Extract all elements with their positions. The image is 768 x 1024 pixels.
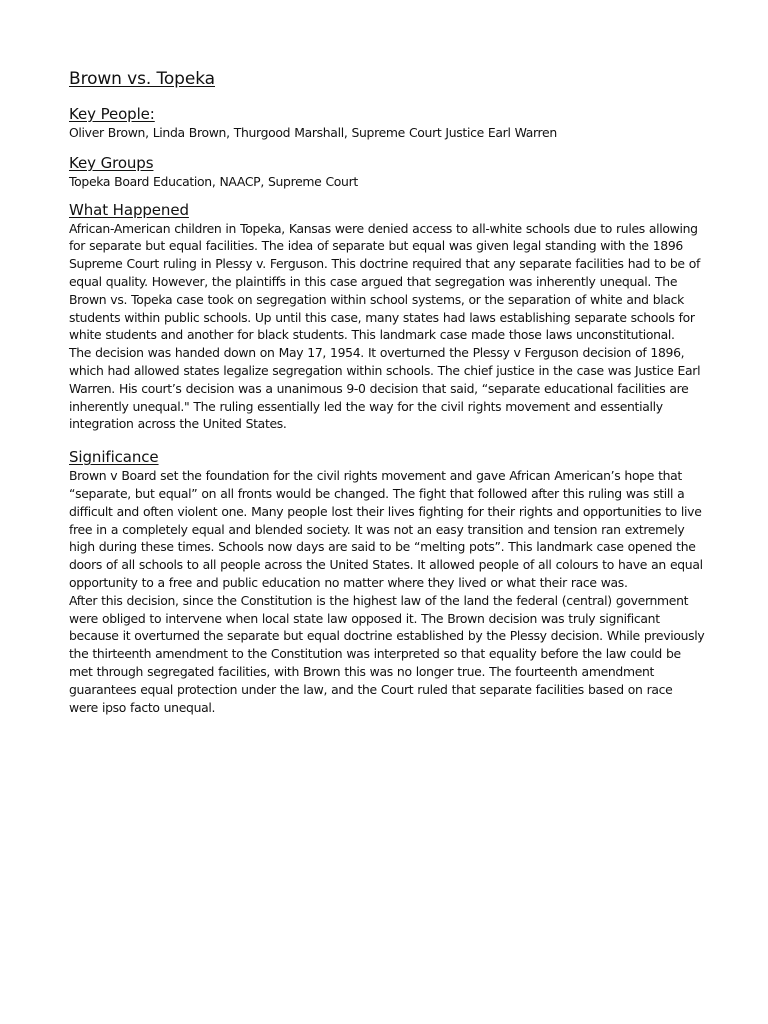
section-significance xyxy=(69,448,705,716)
section-body-key-groups xyxy=(69,173,705,191)
section-body-key-people xyxy=(69,124,705,142)
paragraph: Brown v Board set the foundation for the civil rights movement and gave African American’s hope that “separate, but equal” on all fronts would be changed. The fight that followed after this ruling was still a difficult and often violent one. Many people lost their lives fighting for their rights and opportunities to live free in a completely equal and blended society. It was not an easy transition and tension ran extremely high during these times. Schools now days are said to be “melting pots”. This landmark case opened the doors of all schools to all people across the United States. It allowed people of all colours to have an equal opportunity to a free and public education no matter where they lived or what their race was. xyxy=(69,468,703,590)
section-key-groups xyxy=(69,154,705,191)
section-body-significance xyxy=(69,467,705,716)
section-heading-what-happened: What Happened xyxy=(69,200,189,219)
section-key-people xyxy=(69,105,705,142)
section-heading-significance: Significance xyxy=(69,448,159,467)
paragraph: After this decision, since the Constitution is the highest law of the land the federal (central) government were obliged to intervene when local state law opposed it. The Brown decision was truly significant because it overturned the separate but equal doctrine established by the Plessy decision. While previously the thirteenth amendment to the Constitution was interpreted so that equality before the law could be met through segregated facilities, with Brown this was no longer true. The fourteenth amendment guarantees equal protection under the law, and the Court ruled that separate facilities based on race were ipso facto unequal. xyxy=(69,592,705,715)
section-heading-key-groups: Key Groups xyxy=(69,153,154,172)
paragraph: Topeka Board Education, NAACP, Supreme Court xyxy=(69,173,358,189)
section-body-what-happened xyxy=(69,220,705,434)
paragraph: The decision was handed down on May 17, 1954. It overturned the Plessy v Ferguson decision of 1896, which had allowed states legalize segregation within schools. The chief justice in the case was Justice Earl Warren. His court’s decision was a unanimous 9-0 decision that said, “separate educational facilities are inherently unequal." The ruling essentially led the way for the civil rights movement and essentially integration across the United States. xyxy=(69,345,701,432)
section-what-happened xyxy=(69,201,705,434)
document-title: Brown vs. Topeka xyxy=(69,69,215,89)
paragraph: African-American children in Topeka, Kansas were denied access to all-white schools due to rules allowing for separate but equal facilities. The idea of separate but equal was given legal standing with the 1896 Supreme Court ruling in Plessy v. Ferguson. This doctrine required that any separate facilities had to be of equal quality. However, the plaintiffs in this case argued that segregation was inherently unequal. The Brown vs. Topeka case took on segregation within school systems, or the separation of white and black students within public schools. Up until this case, many states had laws establishing separate schools for white students and another for black students. This landmark case made those laws unconstitutional. xyxy=(69,220,701,343)
paragraph: Oliver Brown, Linda Brown, Thurgood Marshall, Supreme Court Justice Earl Warren xyxy=(69,125,557,140)
section-heading-key-people: Key People: xyxy=(69,105,155,123)
document-page xyxy=(69,68,705,732)
